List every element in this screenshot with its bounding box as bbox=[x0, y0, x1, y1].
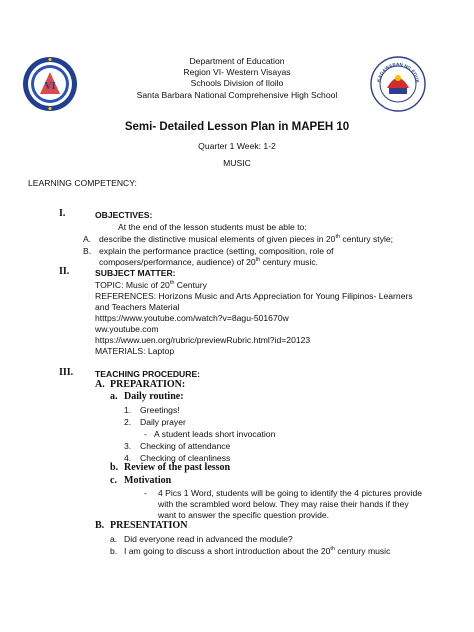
routine-3-num: 3. bbox=[124, 441, 132, 451]
objective-a-letter: A. bbox=[83, 234, 92, 244]
reference-link-2[interactable]: ww.youtube.com bbox=[95, 324, 159, 334]
routine-3: Checking of attendance bbox=[140, 441, 231, 451]
routine-4-num: 4. bbox=[124, 453, 132, 463]
procedure-numeral: III. bbox=[59, 367, 74, 378]
objective-b-line2: composers/performance, audience) of 20th century music. bbox=[99, 257, 319, 267]
objectives-numeral: I. bbox=[59, 208, 66, 219]
motivation-line2: with the scrambled word below. They may raise their hands if they bbox=[158, 499, 409, 509]
reference-link-3[interactable]: https://www.uen.org/rubric/previewRubric.html?id=20123 bbox=[95, 335, 311, 345]
motivation-line3: want to answer the specific question provide. bbox=[158, 510, 330, 520]
presentation-b: I am going to discuss a short introduction about the 20th century music bbox=[124, 546, 391, 556]
department-line: Department of Education bbox=[189, 56, 285, 66]
routine-2-sub-dash: - bbox=[144, 429, 147, 439]
objective-a: describe the distinctive musical elements of given pieces in 20th century style; bbox=[99, 234, 394, 244]
school-header bbox=[110, 56, 364, 101]
routine-4: Checking of cleanliness bbox=[140, 453, 231, 463]
preparation-heading: PREPARATION: bbox=[110, 379, 186, 390]
quarter-week: Quarter 1 Week: 1-2 bbox=[198, 141, 276, 151]
references-line1: REFERENCES: Horizons Music and Arts Appreciation for Young Filipinos- Learners bbox=[95, 291, 413, 301]
objectives-heading: OBJECTIVES: bbox=[95, 210, 153, 220]
seal-initials: VI bbox=[44, 81, 56, 92]
motivation-dash: - bbox=[144, 488, 147, 498]
review-label: b. bbox=[110, 462, 119, 473]
division-line: Schools Division of Iloilo bbox=[190, 78, 284, 89]
references-line2: and Teachers Material bbox=[95, 302, 180, 312]
routine-2: Daily prayer bbox=[140, 417, 186, 427]
motivation-heading: Motivation bbox=[124, 475, 172, 486]
topic-line: TOPIC: Music of 20th Century bbox=[95, 280, 207, 290]
objective-b-line1: explain the performance practice (setting, composition, role of bbox=[99, 246, 334, 256]
objective-b-letter: B. bbox=[83, 246, 92, 256]
presentation-label: B. bbox=[95, 520, 105, 531]
subject-label: MUSIC bbox=[223, 158, 251, 168]
review-heading: Review of the past lesson bbox=[124, 462, 231, 473]
routine-1-num: 1. bbox=[124, 405, 132, 415]
objectives-intro: At the end of the lesson students must be able to: bbox=[118, 222, 307, 232]
seal-ring-text: KAGAWARAN NG EDUK bbox=[376, 61, 421, 84]
presentation-a: Did everyone read in advanced the module? bbox=[124, 534, 293, 544]
routine-1: Greetings! bbox=[140, 405, 180, 415]
preparation-label: A. bbox=[95, 379, 105, 390]
motivation-line1: 4 Pics 1 Word, students will be going to identify the 4 pictures provide bbox=[158, 488, 423, 498]
reference-link-1[interactable]: htttps://www.youtube.com/watch?v=8agu-501670w bbox=[95, 313, 289, 323]
subject-matter-heading: SUBJECT MATTER: bbox=[95, 268, 176, 278]
deped-seal-icon bbox=[370, 56, 426, 112]
daily-routine-heading: Daily routine: bbox=[124, 391, 184, 402]
daily-routine-label: a. bbox=[110, 391, 118, 402]
presentation-b-label: b. bbox=[110, 546, 118, 556]
presentation-a-label: a. bbox=[110, 534, 118, 544]
learning-competency-label: LEARNING COMPETENCY: bbox=[28, 178, 137, 188]
procedure-heading: TEACHING PROCEDURE: bbox=[95, 369, 201, 379]
presentation-heading: PRESENTATION bbox=[110, 520, 188, 531]
page-title: Semi- Detailed Lesson Plan in MAPEH 10 bbox=[124, 121, 350, 133]
subject-matter-numeral: II. bbox=[59, 266, 70, 277]
materials-line: MATERIALS: Laptop bbox=[95, 346, 175, 356]
routine-2-num: 2. bbox=[124, 417, 132, 427]
region-line: Region VI- Western Visayas bbox=[183, 67, 291, 78]
routine-2-sub: A student leads short invocation bbox=[154, 429, 276, 439]
school-line: Santa Barbara National Comprehensive High School bbox=[136, 89, 338, 100]
region-seal-icon bbox=[22, 56, 78, 112]
motivation-label: c. bbox=[110, 475, 117, 486]
